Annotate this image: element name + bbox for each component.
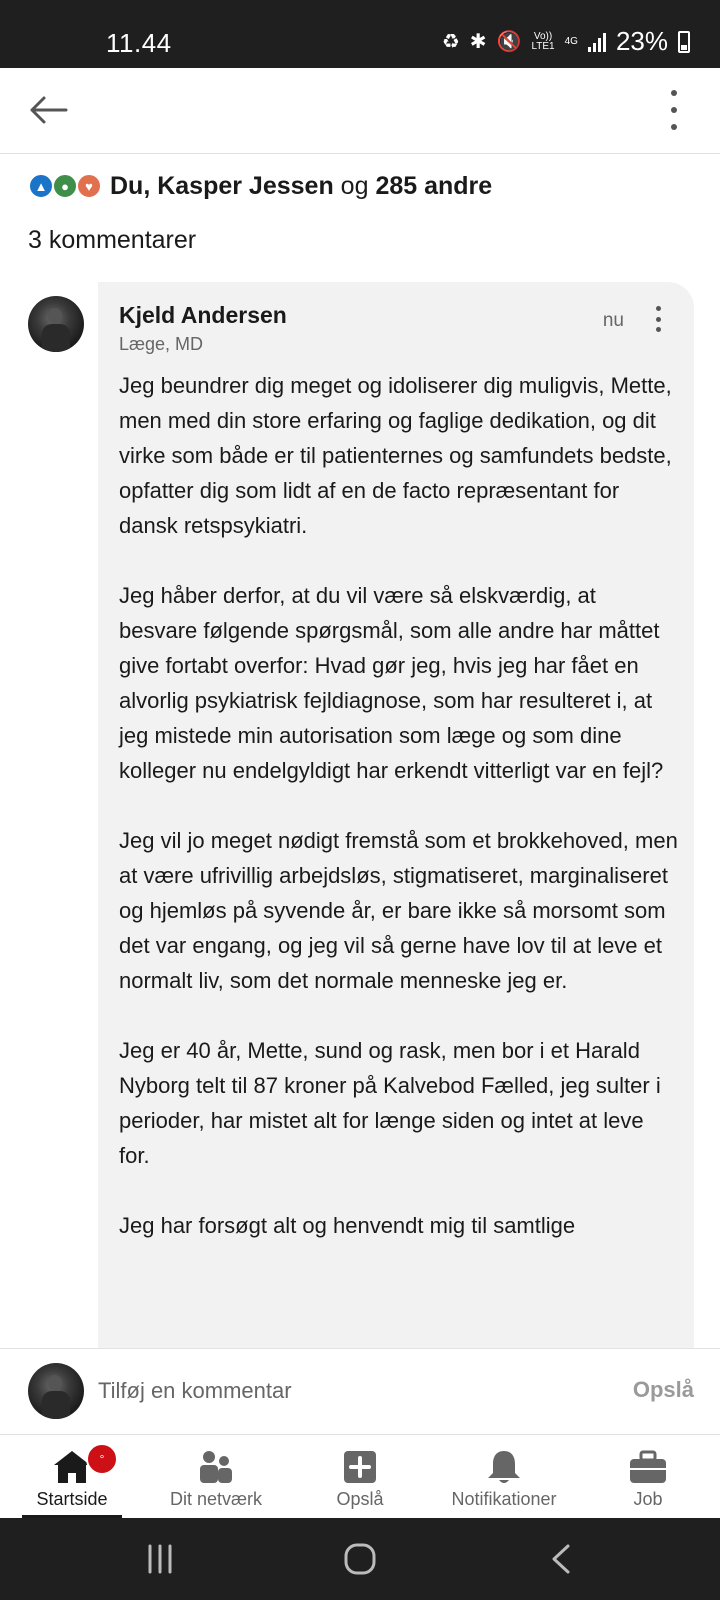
nav-jobs[interactable] bbox=[576, 1435, 720, 1518]
comment-paragraph: Jeg har forsøgt alt og henvendt mig til samtlige bbox=[119, 1213, 576, 1238]
more-options-button[interactable] bbox=[664, 88, 684, 132]
comment-more-button[interactable] bbox=[652, 306, 664, 332]
comment-paragraph: Jeg vil jo meget nødigt fremstå som et brokkehoved, men at være ufrivillig arbejdsløs, stigmatiseret, marginaliseret og hjemløs på syvende år, er bare ikke så morsomt som det var engang, og jeg vil så gerne have lov til at leve et normalt liv, som det normale menneske jeg er. bbox=[119, 828, 678, 993]
recycle-notification-icon: ♻ bbox=[441, 31, 460, 53]
comment-bubble bbox=[98, 282, 694, 1354]
reactions-summary[interactable] bbox=[28, 168, 492, 204]
mute-icon: 🔇 bbox=[496, 31, 522, 53]
system-navigation-bar bbox=[0, 1518, 720, 1600]
recent-apps-icon[interactable] bbox=[142, 1542, 178, 1576]
briefcase-icon bbox=[628, 1449, 668, 1485]
love-icon: ♥ bbox=[76, 173, 102, 199]
comment-author-headline: Læge, MD bbox=[119, 334, 204, 354]
battery-percent: 23% bbox=[615, 26, 668, 56]
comment-input[interactable] bbox=[98, 1373, 578, 1409]
bottom-navigation bbox=[0, 1434, 720, 1518]
status-icons bbox=[442, 26, 690, 57]
notification-badge: ° bbox=[86, 1443, 118, 1475]
avatar[interactable] bbox=[28, 296, 84, 352]
nav-network[interactable] bbox=[144, 1435, 288, 1518]
arrow-left-icon bbox=[26, 88, 70, 132]
comment-paragraph: Jeg er 40 år, Mette, sund og rask, men bor i et Harald Nyborg telt til 87 kroner på Kalvebod Fælled, jeg sulter i perioder, har mistet alt for længe siden og intet at leve for. bbox=[119, 1038, 661, 1168]
like-icon: ▲ bbox=[28, 173, 54, 199]
network-icon bbox=[196, 1449, 236, 1485]
comment-paragraph: Jeg beundrer dig meget og idoliserer dig muligvis, Mette, men med din store erfaring og faglige dedikation, og dit virke som både er til patienternes og samfundets bedste, opfatter dig som lidt af en de facto repræsentant for dansk retspsykiatri. bbox=[119, 373, 672, 538]
comment-author[interactable]: Kjeld Andersen bbox=[119, 302, 287, 328]
nav-home[interactable] bbox=[0, 1435, 144, 1518]
nav-post[interactable] bbox=[288, 1435, 432, 1518]
post-comment-button[interactable]: Opslå bbox=[632, 1377, 694, 1402]
avatar bbox=[28, 1363, 84, 1419]
bluetooth-icon: ✱ bbox=[469, 31, 487, 53]
nav-notifications[interactable] bbox=[432, 1435, 576, 1518]
nav-label: Job bbox=[633, 1489, 663, 1509]
nav-label: Dit netværk bbox=[169, 1489, 263, 1509]
signal-icon bbox=[588, 32, 606, 52]
battery-icon bbox=[678, 31, 690, 53]
post-icon bbox=[340, 1449, 380, 1485]
nav-label: Notifikationer bbox=[451, 1489, 557, 1509]
comment-count: 3 kommentarer bbox=[28, 226, 197, 254]
top-app-bar bbox=[0, 68, 720, 154]
home-button-icon[interactable] bbox=[342, 1542, 378, 1576]
system-back-icon[interactable] bbox=[544, 1542, 580, 1576]
volte-indicator: Vo)) LTE1 bbox=[531, 30, 555, 52]
comment-paragraph: Jeg håber derfor, at du vil være så elskværdig, at besvare følgende spørgsmål, som alle andre har måttet give fortabt overfor: Hvad gør jeg, hvis jeg har fået en alvorlig psykiatrisk fejldiagnose, som har resulteret i, at jeg mistede min autorisation som læge og som dine kolleger nu endelgyldigt har erkendt vitterligt var en fejl? bbox=[119, 583, 664, 783]
status-bar bbox=[0, 0, 720, 68]
comment-time: nu bbox=[602, 310, 624, 331]
add-comment-bar bbox=[0, 1348, 720, 1434]
status-time: 11.44 bbox=[106, 28, 172, 58]
nav-label: Startside bbox=[36, 1489, 108, 1509]
reaction-text: Du, Kasper Jessen og 285 andre bbox=[110, 171, 493, 200]
bell-icon bbox=[484, 1449, 524, 1485]
back-button[interactable] bbox=[26, 88, 70, 132]
support-icon: ● bbox=[52, 173, 78, 199]
comment-text bbox=[119, 368, 679, 1278]
nav-label: Opslå bbox=[336, 1489, 384, 1509]
network-type: 4G bbox=[564, 35, 578, 47]
